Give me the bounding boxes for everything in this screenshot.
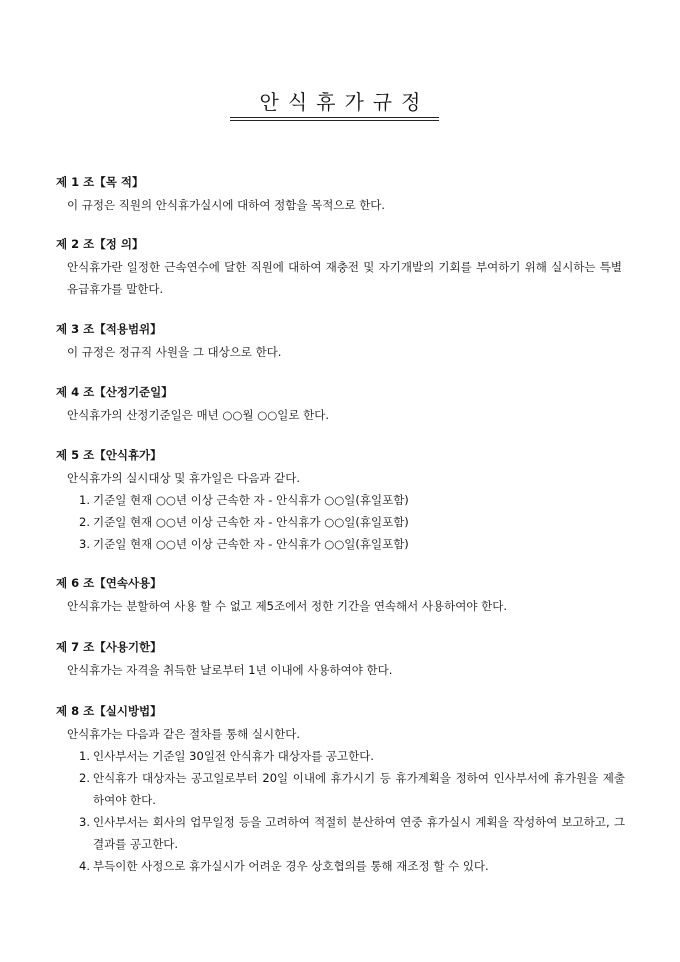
list-item-number: 4. [79, 859, 90, 873]
document-title: 안식휴가규정 [259, 90, 430, 114]
article-heading: 제 5 조【안식휴가】 [56, 448, 162, 462]
article-3 [56, 321, 636, 363]
article-text: 안식휴가는 자격을 취득한 날로부터 1년 이내에 사용하여야 한다. [67, 663, 393, 677]
list-item-text: 안식휴가 대상자는 공고일로부터 20일 이내에 휴가시기 등 휴가계획을 정하여 인사부서에 휴가원을 제출하여야 한다. [93, 771, 625, 807]
list-item-text: 부득이한 사정으로 휴가실시가 어려운 경우 상호협의를 통해 재조정 할 수 있다. [93, 859, 489, 873]
article-6 [56, 575, 636, 617]
list-item-number: 1. [79, 749, 90, 763]
list-item-text: 인사부서는 회사의 업무일정 등을 고려하여 적절히 분산하여 연중 휴가실시 계획을 작성하여 보고하고, 그 결과를 공고한다. [93, 815, 625, 851]
list-item [67, 511, 625, 533]
article-4 [56, 384, 636, 426]
list-item-number: 3. [79, 537, 90, 551]
article-7 [56, 639, 636, 681]
article-list [67, 745, 636, 877]
title-underline-bottom [230, 120, 439, 121]
article-body [56, 723, 636, 877]
list-item [67, 745, 625, 767]
article-heading: 제 2 조【정 의】 [56, 237, 144, 251]
list-item-text: 인사부서는 기준일 30일전 안식휴가 대상자를 공고한다. [93, 749, 374, 763]
article-heading: 제 4 조【산정기준일】 [56, 385, 173, 399]
article-heading: 제 6 조【연속사용】 [56, 576, 162, 590]
article-text: 이 규정은 직원의 안식휴가실시에 대하여 정함을 목적으로 한다. [67, 198, 386, 212]
article-text: 안식휴가는 다음과 같은 절차를 통해 실시한다. [67, 727, 301, 741]
title-block [0, 88, 680, 116]
article-text: 안식휴가란 일정한 근속연수에 달한 직원에 대하여 재충전 및 자기개발의 기회를 부여하기 위해 실시하는 특별유급휴가를 말한다. [67, 260, 622, 296]
article-body [56, 467, 636, 555]
article-list [67, 489, 636, 555]
article-text: 안식휴가의 산정기준일은 매년 ○○월 ○○일로 한다. [67, 408, 330, 422]
list-item [67, 489, 625, 511]
article-heading: 제 8 조【실시방법】 [56, 704, 162, 718]
article-heading: 제 1 조【목 적】 [56, 175, 144, 189]
article-text: 안식휴가는 분할하여 사용 할 수 없고 제5조에서 정한 기간을 연속해서 사용하여야 한다. [67, 599, 507, 613]
list-item-text: 기준일 현재 ○○년 이상 근속한 자 - 안식휴가 ○○일(휴일포함) [93, 537, 409, 551]
list-item [67, 855, 625, 877]
list-item-number: 1. [79, 493, 90, 507]
article-text: 이 규정은 정규직 사원을 그 대상으로 한다. [67, 345, 282, 359]
list-item-number: 2. [79, 771, 90, 785]
list-item [67, 811, 625, 855]
list-item-text: 기준일 현재 ○○년 이상 근속한 자 - 안식휴가 ○○일(휴일포함) [93, 515, 409, 529]
article-1 [56, 174, 636, 216]
article-8 [56, 703, 636, 877]
title-underline-top [230, 117, 439, 118]
article-5 [56, 447, 636, 555]
article-2 [56, 236, 636, 300]
article-heading: 제 3 조【적용범위】 [56, 322, 162, 336]
article-body [56, 256, 636, 300]
article-heading: 제 7 조【사용기한】 [56, 640, 162, 654]
article-text: 안식휴가의 실시대상 및 휴가일은 다음과 같다. [67, 471, 301, 485]
list-item [67, 767, 625, 811]
list-item-text: 기준일 현재 ○○년 이상 근속한 자 - 안식휴가 ○○일(휴일포함) [93, 493, 409, 507]
list-item-number: 3. [79, 815, 90, 829]
list-item [67, 533, 625, 555]
list-item-number: 2. [79, 515, 90, 529]
